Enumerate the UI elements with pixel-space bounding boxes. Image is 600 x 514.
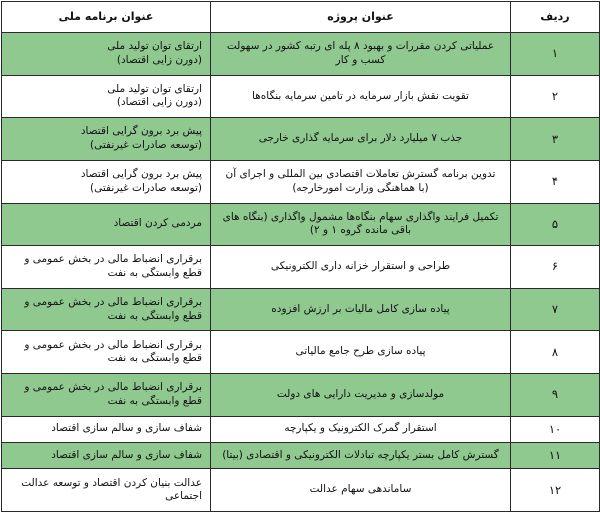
program-line: برقراری انضباط مالی در بخش عمومی و قطع وابستگی به نفت [24, 381, 202, 407]
row-project: عملیاتی کردن مقررات و بهبود ۸ پله ای رتبه کشور در سهولت کسب و کار [211, 33, 511, 76]
table-row [2, 416, 600, 442]
row-project: تکمیل فرایند واگذاری سهام بنگاه‌ها مشمول واگذاری (بنگاه های باقی مانده گروه ۱ و ۲) [211, 203, 511, 246]
row-project: مولدسازی و مدیریت دارایی های دولت [211, 374, 511, 417]
row-program [2, 416, 211, 442]
row-index: ۱۲ [511, 469, 600, 512]
row-program [2, 442, 211, 468]
program-line: برقراری انضباط مالی در بخش عمومی و قطع وابستگی به نفت [24, 295, 202, 322]
program-line: پیش برد برون گرایی اقتصاد (توسعه صادرات غیرنفتی) [80, 168, 202, 194]
row-index: ۶ [511, 246, 600, 289]
row-index: ۵ [511, 203, 600, 246]
row-index: ۱۰ [511, 416, 600, 442]
header-program-title: عنوان برنامه ملی [2, 2, 211, 33]
program-line: برقراری انضباط مالی در بخش عمومی و قطع وابستگی به نفت [24, 338, 202, 365]
row-project: گسترش کامل بستر یکپارچه تبادلات الکترونیکی و اقتصادی (بیتا) [211, 442, 511, 468]
row-project: طراحی و استقرار خزانه داری الکترونیکی [211, 246, 511, 289]
table-row [2, 331, 600, 374]
program-line: عدالت بنیان کردن اقتصاد و توسعه عدالت اجتماعی [21, 476, 202, 503]
row-index: ۲ [511, 75, 600, 118]
program-line: برقراری انضباط مالی در بخش عمومی و قطع وابستگی به نفت [24, 253, 202, 279]
table-row [2, 442, 600, 468]
row-program [2, 374, 211, 417]
row-program [2, 246, 211, 289]
table-header-row [2, 2, 600, 33]
row-program [2, 75, 211, 118]
row-project: ساماندهی سهام عدالت [211, 469, 511, 512]
row-program [2, 331, 211, 374]
row-index: ۱۱ [511, 442, 600, 468]
table-row [2, 75, 600, 118]
table-row [2, 246, 600, 289]
program-line: مردمی کردن اقتصاد [113, 217, 202, 230]
row-program [2, 160, 211, 203]
row-program [2, 469, 211, 512]
row-program [2, 118, 211, 161]
row-program [2, 203, 211, 246]
row-program [2, 288, 211, 331]
header-project-title: عنوان پروژه [211, 2, 511, 33]
row-index: ۹ [511, 374, 600, 417]
row-project: تدوین برنامه گسترش تعاملات اقتصادی بین المللی و اجرای آن (با هماهنگی وزارت امورخارجه) [211, 160, 511, 203]
table-row [2, 203, 600, 246]
header-index: ردیف [511, 2, 600, 33]
table-row [2, 118, 600, 161]
table-container [1, 1, 599, 512]
row-project: پیاده سازی کامل مالیات بر ارزش افزوده [211, 288, 511, 331]
row-project: جذب ۷ میلیارد دلار برای سرمایه گذاری خارجی [211, 118, 511, 161]
row-index: ۸ [511, 331, 600, 374]
row-program [2, 33, 211, 76]
row-project: استقرار گمرک الکترونیک و یکپارچه [211, 416, 511, 442]
program-line: پیش برد برون گرایی اقتصاد (توسعه صادرات غیرنفتی) [80, 125, 202, 152]
row-project: تقویت نقش بازار سرمایه در تامین سرمایه بنگاه‌ها [211, 75, 511, 118]
program-line: شفاف سازی و سالم سازی اقتصاد [51, 422, 202, 435]
table-row [2, 160, 600, 203]
row-index: ۴ [511, 160, 600, 203]
table-row [2, 374, 600, 417]
row-index: ۱ [511, 33, 600, 76]
program-line: ارتقای توان تولید ملی (دورن زایی اقتصاد) [107, 40, 202, 66]
table-row [2, 288, 600, 331]
table-row [2, 469, 600, 512]
row-project: پیاده سازی طرح جامع مالیاتی [211, 331, 511, 374]
row-index: ۳ [511, 118, 600, 161]
program-line: شفاف سازی و سالم سازی اقتصاد [51, 448, 202, 461]
national-programs-table [1, 1, 600, 512]
program-line: ارتقای توان تولید ملی (دورن زایی اقتصاد) [107, 82, 202, 109]
table-row [2, 33, 600, 76]
row-index: ۷ [511, 288, 600, 331]
table-body [2, 33, 600, 512]
